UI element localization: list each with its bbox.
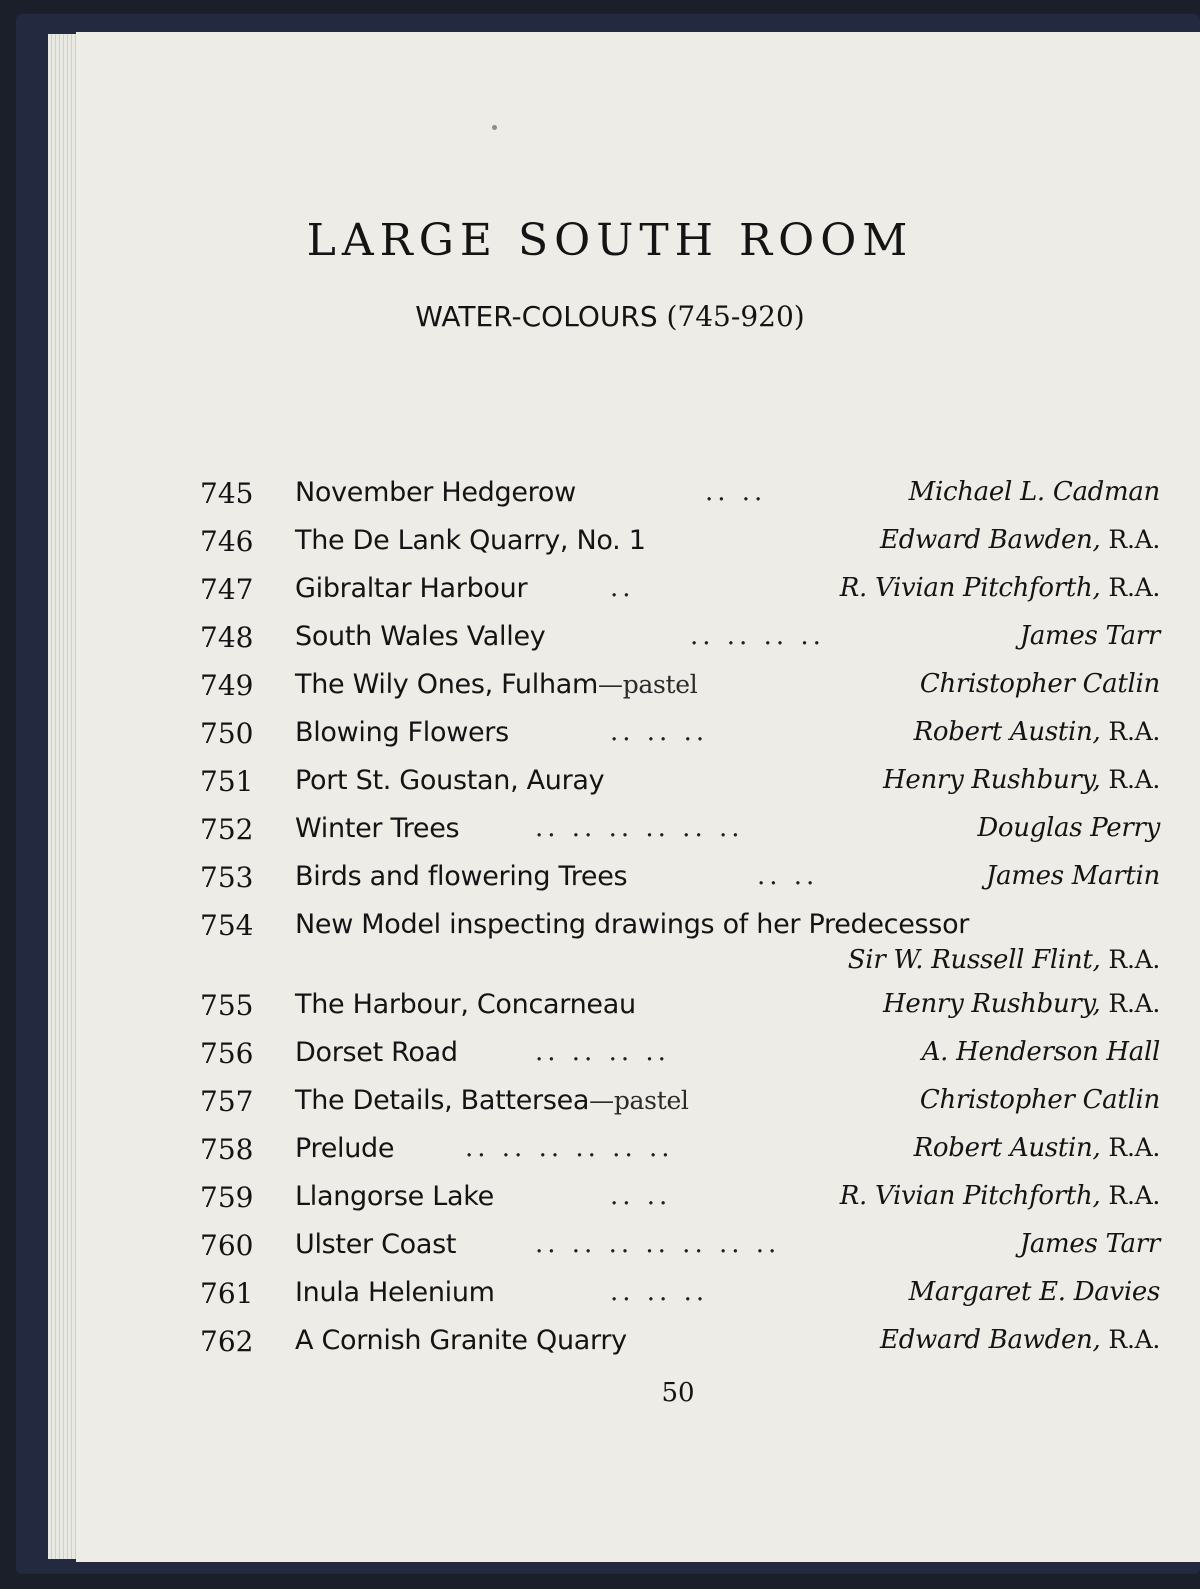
entry-number: 760 bbox=[200, 1229, 254, 1262]
entry-artist: Robert Austin, R.A. bbox=[913, 1133, 1160, 1163]
entry-artist: Henry Rushbury, R.A. bbox=[883, 765, 1160, 795]
artist-honour: R.A. bbox=[1108, 765, 1160, 794]
catalogue-entry bbox=[200, 1229, 1160, 1277]
section-subheading bbox=[0, 300, 1200, 333]
leader-dots: .. bbox=[610, 573, 635, 603]
catalogue-entry bbox=[200, 717, 1160, 765]
entry-title: Gibraltar Harbour bbox=[295, 573, 528, 604]
catalogue-entry bbox=[200, 909, 1160, 989]
entry-number: 761 bbox=[200, 1277, 254, 1310]
entry-title: Llangorse Lake bbox=[295, 1181, 494, 1212]
leader-dots: .. .. bbox=[705, 477, 767, 507]
entry-title: The De Lank Quarry, No. 1 bbox=[295, 525, 646, 556]
entry-artist: Douglas Perry bbox=[977, 813, 1160, 843]
catalogue-entry bbox=[200, 1277, 1160, 1325]
entry-artist: Edward Bawden, R.A. bbox=[880, 1325, 1160, 1355]
leader-dots: .. .. .. .. .. .. bbox=[465, 1133, 674, 1163]
page-number: 50 bbox=[661, 1378, 695, 1408]
entry-title: A Cornish Granite Quarry bbox=[295, 1325, 627, 1356]
paper-speck bbox=[492, 125, 497, 130]
entry-number: 754 bbox=[200, 909, 254, 942]
entry-title: The Harbour, Concarneau bbox=[295, 989, 636, 1020]
entry-title: New Model inspecting drawings of her Predecessor bbox=[295, 909, 970, 940]
catalogue-entry bbox=[200, 669, 1160, 717]
entry-number: 753 bbox=[200, 861, 254, 894]
leader-dots: .. .. .. .. bbox=[690, 621, 825, 651]
catalogue-entry bbox=[200, 477, 1160, 525]
entry-title: Blowing Flowers bbox=[295, 717, 509, 748]
entry-number: 762 bbox=[200, 1325, 254, 1358]
catalogue-entry bbox=[200, 1325, 1160, 1373]
catalogue-entry bbox=[200, 525, 1160, 573]
leader-dots: .. .. .. .. .. .. .. bbox=[535, 1229, 781, 1259]
catalogue-entry bbox=[200, 1037, 1160, 1085]
section-name: WATER-COLOURS bbox=[415, 300, 658, 333]
entry-number: 747 bbox=[200, 573, 254, 606]
entry-artist: R. Vivian Pitchforth, R.A. bbox=[839, 573, 1160, 603]
entry-artist: Henry Rushbury, R.A. bbox=[883, 989, 1160, 1019]
catalogue-entry bbox=[200, 989, 1160, 1037]
catalogue-entry bbox=[200, 765, 1160, 813]
entry-title: Winter Trees bbox=[295, 813, 460, 844]
entry-title: The Details, Battersea—pastel bbox=[295, 1085, 689, 1116]
entry-title: The Wily Ones, Fulham—pastel bbox=[295, 669, 698, 700]
artist-honour: R.A. bbox=[1108, 1325, 1160, 1354]
leader-dots: .. .. bbox=[757, 861, 819, 891]
entry-number: 748 bbox=[200, 621, 254, 654]
room-heading: LARGE SOUTH ROOM bbox=[306, 215, 914, 266]
entry-title: November Hedgerow bbox=[295, 477, 576, 508]
entry-title: Port St. Goustan, Auray bbox=[295, 765, 605, 796]
entry-title: Inula Helenium bbox=[295, 1277, 495, 1308]
leader-dots: .. .. .. .. bbox=[535, 1037, 670, 1067]
artist-honour: R.A. bbox=[1108, 1181, 1160, 1210]
leader-dots: .. .. .. .. .. .. bbox=[535, 813, 744, 843]
entry-artist: Edward Bawden, R.A. bbox=[880, 525, 1160, 555]
entry-number: 751 bbox=[200, 765, 254, 798]
entry-number: 745 bbox=[200, 477, 254, 510]
entry-title: Prelude bbox=[295, 1133, 395, 1164]
entry-medium: —pastel bbox=[589, 1086, 689, 1115]
catalogue-entry bbox=[200, 813, 1160, 861]
entry-number: 757 bbox=[200, 1085, 254, 1118]
entry-artist: R. Vivian Pitchforth, R.A. bbox=[839, 1181, 1160, 1211]
catalogue-entry bbox=[200, 1133, 1160, 1181]
leader-dots: .. .. .. bbox=[610, 1277, 709, 1307]
entry-title: Dorset Road bbox=[295, 1037, 458, 1068]
entry-number: 749 bbox=[200, 669, 254, 702]
entry-number: 759 bbox=[200, 1181, 254, 1214]
entry-number: 746 bbox=[200, 525, 254, 558]
catalogue-entry bbox=[200, 573, 1160, 621]
entry-artist: James Martin bbox=[985, 861, 1160, 891]
entry-artist: Robert Austin, R.A. bbox=[913, 717, 1160, 747]
artist-honour: R.A. bbox=[1108, 525, 1160, 554]
catalogue-entry bbox=[200, 861, 1160, 909]
artist-honour: R.A. bbox=[1108, 1133, 1160, 1162]
entry-number: 755 bbox=[200, 989, 254, 1022]
entry-number: 758 bbox=[200, 1133, 254, 1166]
entry-artist: A. Henderson Hall bbox=[921, 1037, 1160, 1067]
entry-artist: James Tarr bbox=[1019, 1229, 1160, 1259]
catalogue-entry bbox=[200, 1085, 1160, 1133]
catalogue-entries bbox=[200, 477, 1160, 1373]
catalogue-entry bbox=[200, 621, 1160, 669]
entry-number: 752 bbox=[200, 813, 254, 846]
entry-title: Birds and flowering Trees bbox=[295, 861, 628, 892]
entry-artist: James Tarr bbox=[1019, 621, 1160, 651]
entry-artist: Michael L. Cadman bbox=[908, 477, 1160, 507]
artist-honour: R.A. bbox=[1108, 989, 1160, 1018]
entry-artist: Sir W. Russell Flint, R.A. bbox=[847, 945, 1160, 975]
entry-artist: Christopher Catlin bbox=[919, 669, 1160, 699]
artist-honour: R.A. bbox=[1108, 717, 1160, 746]
entry-artist: Margaret E. Davies bbox=[908, 1277, 1160, 1307]
leader-dots: .. .. bbox=[610, 1181, 672, 1211]
leader-dots: .. .. .. bbox=[610, 717, 709, 747]
entry-title: South Wales Valley bbox=[295, 621, 546, 652]
entry-number: 756 bbox=[200, 1037, 254, 1070]
entry-artist: Christopher Catlin bbox=[919, 1085, 1160, 1115]
entry-medium: —pastel bbox=[598, 670, 698, 699]
catalogue-range: (745-920) bbox=[666, 300, 805, 333]
entry-number: 750 bbox=[200, 717, 254, 750]
artist-honour: R.A. bbox=[1108, 573, 1160, 602]
catalogue-entry bbox=[200, 1181, 1160, 1229]
artist-honour: R.A. bbox=[1108, 945, 1160, 974]
entry-title: Ulster Coast bbox=[295, 1229, 457, 1260]
